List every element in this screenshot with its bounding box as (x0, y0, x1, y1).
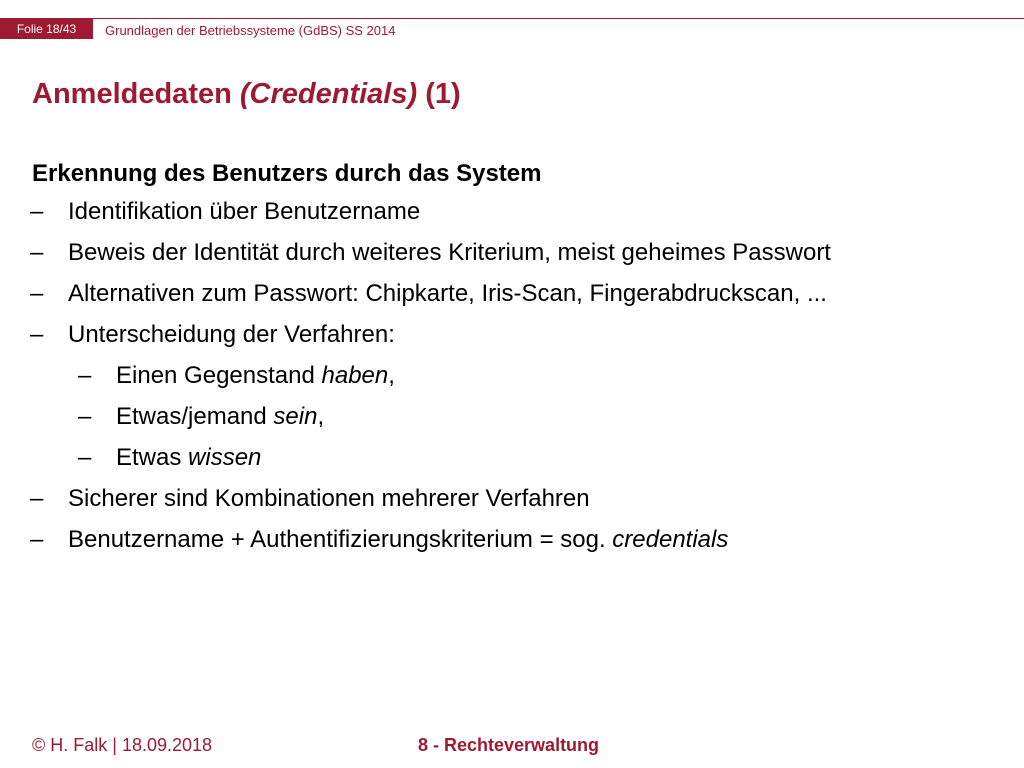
bullet-item (30, 526, 728, 554)
sub-bullet-item (78, 444, 261, 472)
bullet-dash: – (30, 321, 44, 348)
footer-author: © H. Falk | 18.09.2018 (32, 735, 213, 755)
text-run: Etwas (116, 444, 189, 471)
slide-number-badge: Folie 18/43 (0, 19, 93, 39)
bullet-item (30, 321, 395, 349)
bullet-dash: – (30, 239, 44, 266)
bullet-text (116, 362, 395, 390)
bullet-item (30, 239, 831, 267)
bullet-dash: – (30, 198, 44, 225)
sub-bullet-item (78, 362, 395, 390)
text-run: Benutzername + Authentifizierungskriterium = sog. (68, 526, 613, 553)
subheading: Erkennung des Benutzers durch das System (32, 160, 542, 187)
bullet-text: Unterscheidung der Verfahren: (68, 321, 395, 348)
text-italic: sein (273, 403, 318, 430)
bullet-item (30, 280, 827, 308)
bullet-text (116, 444, 261, 472)
text-run: , (388, 362, 395, 389)
bullet-dash: – (30, 280, 44, 307)
text-italic: wissen (188, 444, 262, 471)
text-run: Einen Gegenstand (116, 362, 322, 389)
text-italic: credentials (612, 526, 729, 553)
text-run: , (317, 403, 325, 430)
bullet-text (116, 403, 324, 431)
course-title: Grundlagen der Betriebssysteme (GdBS) SS 2014 (105, 23, 396, 38)
header-rule (0, 18, 1024, 19)
sub-bullet-item (78, 403, 324, 431)
footer-chapter: 8 - Rechteverwaltung (418, 735, 600, 755)
title-suffix: (1) (417, 78, 461, 110)
bullet-dash: – (78, 403, 92, 430)
title-main: Anmeldedaten (32, 78, 240, 110)
bullet-dash: – (30, 526, 44, 553)
bullet-dash: – (78, 444, 92, 471)
bullet-text (68, 526, 728, 554)
text-run: Etwas/jemand (116, 403, 274, 430)
text-italic: haben (321, 362, 389, 389)
title-italic: (Credentials) (239, 78, 418, 110)
bullet-item (30, 485, 590, 513)
bullet-text: Beweis der Identität durch weiteres Kriterium, meist geheimes Passwort (68, 239, 831, 266)
bullet-item (30, 198, 420, 226)
slide-title (32, 78, 461, 111)
bullet-dash: – (30, 485, 44, 512)
bullet-text: Alternativen zum Passwort: Chipkarte, Iris-Scan, Fingerabdruckscan, ... (68, 280, 827, 307)
bullet-dash: – (78, 362, 92, 389)
bullet-text: Sicherer sind Kombinationen mehrerer Verfahren (68, 485, 590, 512)
bullet-text: Identifikation über Benutzername (68, 198, 421, 225)
